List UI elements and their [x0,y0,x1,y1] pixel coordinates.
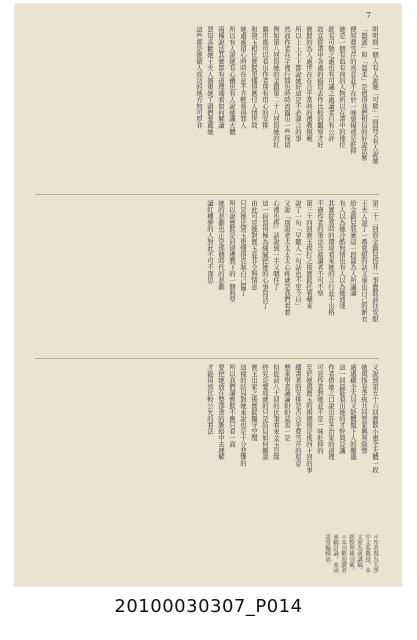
text-band-middle [35,200,379,352]
text-column: 說了一句「早聽人一句話也不至今日」 [294,200,302,309]
text-column: 終究是要成就的只是結局如何難說 [261,364,269,460]
text-column: 要把她放在整部書的脈絡中去理解 [217,364,225,460]
text-column: 這些都是她做人成功的地方無可厚非 [195,26,203,129]
text-column: 王夫人說了一番寬慰的話又拿出自己的新衣 [360,200,368,322]
text-column: 寶釵的為人處世在在合乎當時的禮教規範 [305,26,313,142]
text-column: 才能得到比較公允的看法 [206,364,214,435]
text-column: 所以我們讀寶釵不應只看一面 [228,364,236,448]
text-column: 麝串都可以看出作者別有用心的安排 [261,26,269,129]
text-column: 兩種說法其實都有道理端看如何解讀 [217,26,225,129]
text-column: 作者借她之口說出許多治家的道理 [327,364,335,460]
page-number: 7 [365,11,371,20]
text-band-top [35,26,379,188]
text-column: 她的悲劇也正是那個時代的悲劇 [217,200,225,290]
text-column: 這一段寫得極為細膩把她的心事寫活了 [261,200,269,309]
text-column: 她是一個有血有肉的人物所以在書中的地位 [338,26,346,148]
text-column: 給金釧兒裝裹這一段最為人所議論 [349,200,357,296]
text-column: 有人以為她冷酷無情也有人以為她通達 [338,200,346,309]
text-column: 其實從當時的環境看來她的言行並不出格 [327,200,335,316]
band-divider [35,358,379,359]
text-column: 第三十二回寫金釧兒投井一事寶釵前往安慰 [371,200,379,322]
text-column: 所以上上下下都說她好這是不必諱言的事 [294,26,302,142]
text-column: 只是她比黛玉更懂得克制自己罷了 [239,200,247,296]
footnote-line: ＊作者現為大學中文系教授，本文原為演講稿，經整理後刊載。 [348,534,378,574]
text-column: 但從前八十回的伏筆看來金玉良緣 [272,364,280,460]
text-column: 便知曹雪芹的真意並不在於一味褒揚或是貶抑 [349,26,357,154]
text-column: 這一回最能看出她的才幹與見識 [338,364,346,454]
text-column: 讀紅樓夢的人對此不可不深思 [206,200,214,284]
text-column: 所以說寶釵是封建禮教下的一個典型 [228,200,236,303]
text-column: 處處顧全大局又能體恤下人的難處 [349,364,357,460]
text-column: 由此可見她對寶玉並非全無情意 [250,200,258,290]
text-column: 心裡也疼」話說到一半又咽住了 [272,200,280,290]
band-divider [35,194,379,195]
text-column: 她與探春李紈共同管家興利除弊 [360,364,368,454]
text-column: 歷來學者議論紛紛莫衷一是 [283,364,291,441]
text-column: 既有可敬之處也有可議之處讀者自有公評 [327,26,335,142]
text-column: 可見作者對她並不是一味貶抑的 [316,364,324,454]
text-column: 她處處留心時時在意不肯輕易得罪人 [239,26,247,129]
footnote-line: ＊本刊歡迎讀者來稿討論，來函請寄編輯部。 [324,534,346,574]
text-column: 這樣的結局對她來說也是十分悲慘的 [239,364,247,467]
text-column: 不過作者的筆法含蓄讀者不可不察 [316,200,324,296]
text-column: 寶玉出家之後寶釵獨守空閨 [250,364,258,441]
text-band-bottom [35,364,379,526]
text-column: 賈母喜歡她王夫人器重她丫頭們愛戴她 [206,26,214,135]
text-column: 續書者的安排是否合乎曹雪芹的原意 [294,364,302,467]
text-column: 「賢淑」和「溫柔」是值得我們相信的好說法麼 [360,26,368,161]
text-column: 至於她與寶玉的婚姻則是後四十回的事 [305,364,313,473]
catalog-id-caption: 20100030307_P014 [114,596,303,617]
footnote [35,534,379,578]
text-column: 然而作者在字裡行間也時時流露出一些保留 [283,26,291,148]
text-column: 又說「別說老太太太太心疼就是我們看着 [283,200,291,316]
text-column: 所以有人說她有心機也有人說她識大體 [228,26,236,135]
text-column: 第三十四回寶玉挨打之後寶釵托着藥來 [305,200,313,309]
text-column: 例如第八回寫她的金鎖第二十八回寫她的紅 [272,26,280,148]
text-column: 又說到第五十六回寶釵小惠全大體一段 [371,364,379,473]
scanned-page [15,4,401,586]
text-column: 和黛玉相比寶釵更懂得應付人情世故 [250,26,258,129]
text-column: 故宜從書中各處的描寫去作比較的觀察才好 [316,26,324,148]
text-column: 明明問一個人有人說她「可敬」「問問又有人說她 [371,26,379,164]
